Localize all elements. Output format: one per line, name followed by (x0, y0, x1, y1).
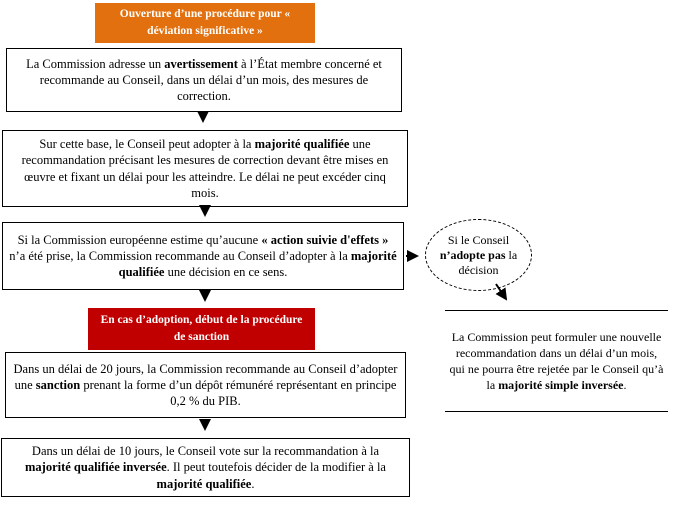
step-council-recommendation-box: Sur cette base, le Conseil peut adopter à la majorité qualifiée une recommandation précisant les mesures de correction devant être mises en œuvre et fixant un délai pour les atteindre. Le délai ne peut excéder cinq mois. (2, 130, 408, 207)
step-warning-box: La Commission adresse un avertissement à l’État membre concerné et recommande au Conseil, dans un délai d’un mois, des mesures de correction. (6, 48, 402, 112)
step-sanction-deposit-box: Dans un délai de 20 jours, la Commission recommande au Conseil d’adopter une sanction prenant la forme d’un dépôt rémunéré représentant en principe 0,2 % du PIB. (5, 352, 406, 418)
council-no-adoption-ellipse: Si le Conseil n’adopte pas la décision (425, 219, 532, 291)
opening-procedure-title-box: Ouverture d’une procédure pour « déviation significative » (95, 3, 315, 43)
new-recommendation-note: La Commission peut formuler une nouvelle recommandation dans un délai d’un mois, qui ne pourra être rejetée par le Conseil qu’à la majorité simple inversée. (445, 310, 668, 412)
step-commission-decision-box: Si la Commission européenne estime qu’aucune « action suivie d'effets » n’a été prise, la Commission recommande au Conseil d’adopter à la majorité qualifiée une décision en ce sens. (2, 222, 404, 290)
step-council-vote-box: Dans un délai de 10 jours, le Conseil vote sur la recommandation à la majorité qualifiée inversée. Il peut toutefois décider de la modifier à la majorité qualifiée. (1, 438, 410, 497)
sanction-procedure-title-box: En cas d’adoption, début de la procédure de sanction (88, 308, 315, 350)
